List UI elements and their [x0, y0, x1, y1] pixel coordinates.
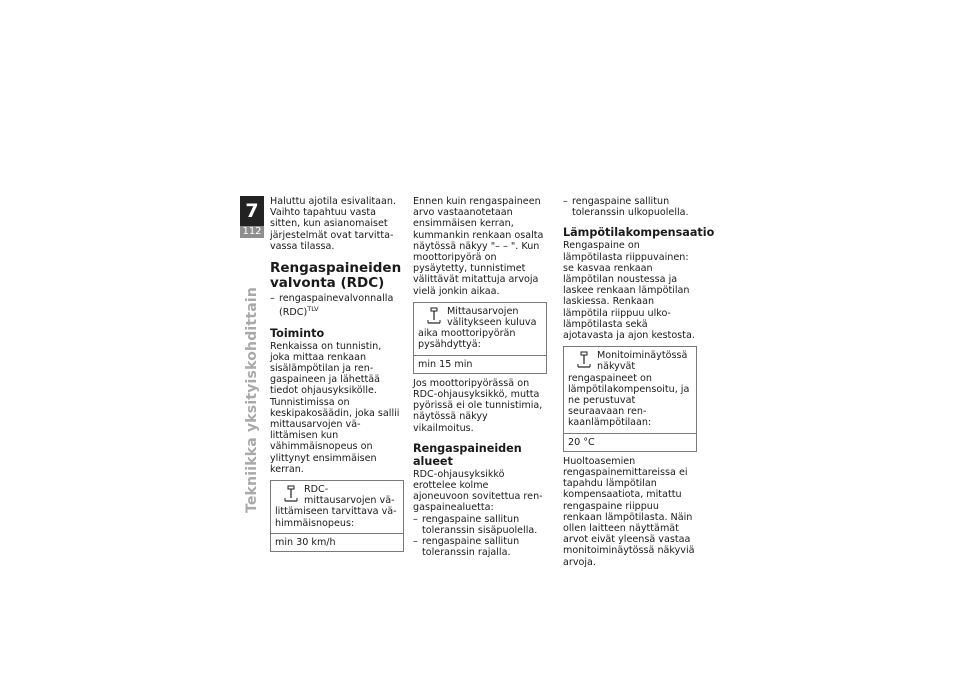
- section-heading-rdc: Rengaspaineiden valvonta (RDC): [270, 260, 402, 292]
- spec-box: [413, 302, 547, 374]
- chapter-number: 7: [240, 196, 264, 226]
- paragraph: Renkaissa on tunnistin, joka mittaa renkaan sisälämpötilan ja rengaspaineen ja lähettää tiedot ohjausyksikölle.: [270, 340, 382, 397]
- spec-value: min 15 min: [414, 355, 546, 373]
- page-number: 112: [240, 226, 264, 238]
- list-item: – rengaspainevalvonnalla (RDC)$^{TLV}$: [270, 293, 394, 319]
- column-1: [270, 196, 404, 556]
- paragraph: Ennen kuin rengaspaineen arvo vastaanotetaan ensimmäisen kerran, kummankin renkaan osalta näytössä näkyy "– – ". Kun moottoripyörä on pysäytetty, tunnistimet välittävät mitattuja arvoja vielä jonkin aikaa.: [413, 196, 544, 297]
- tire-sensor-icon: [281, 485, 301, 503]
- list-item-text: rengaspaine sallitun toleranssin sisäpuolella.: [422, 513, 538, 536]
- list-item: – rengaspaine sallitun toleranssin ulkopuolella.: [563, 196, 697, 218]
- column-2: [413, 196, 547, 558]
- spec-value: min 30 km/h: [271, 533, 403, 551]
- spec-label: RDC-mittausarvojen välittämiseen tarvittava vähimmäisnopeus:: [275, 484, 397, 529]
- section-heading-pressure-ranges: Rengaspaineiden alueet: [413, 441, 522, 468]
- chapter-title: Tekniikka yksityiskohdittain: [244, 286, 260, 514]
- spec-label: Mittausarvojen välitykseen kuluva aika moottoripyörän pysähdyttyä:: [418, 305, 537, 351]
- list-item-text: rengaspainevalvonnalla (RDC): [279, 293, 394, 319]
- paragraph: Rengaspaine on lämpötilasta riippuvainen: se kasvaa renkaan lämpötilan noustessa ja laskee renkaan lämpötilan laskiessa. Renkaan lämpötila riippuu ulkolämpötilasta sekä ajotavasta ja ajon kestosta.: [563, 240, 695, 342]
- chapter-marker: [240, 196, 264, 238]
- spec-box: [563, 346, 697, 452]
- paragraph: Jos moottoripyörässä on RDC-ohjausyksikkö, mutta pyörissä ei ole tunnistimia, näytössä näkyy vikailmoitus.: [413, 377, 543, 434]
- list-item-text: rengaspaine sallitun toleranssin ulkopuolella.: [572, 196, 689, 219]
- section-heading-function: Toiminto: [270, 326, 325, 340]
- paragraph: RDC-ohjausyksikkö erottelee kolme ajoneuvoon sovitettua rengaspainealuetta:: [413, 468, 543, 514]
- paragraph: Tunnistimissa on keskipakosäädin, joka sallii mittausarvojen välittämisen kun vähimmäisnopeus on ylittynyt ensimmäisen kerran.: [270, 396, 400, 475]
- list-item: – rengaspaine sallitun toleranssin rajalla.: [413, 536, 547, 558]
- spec-value: 20 °C: [564, 433, 696, 451]
- intro-paragraph: Haluttu ajotila esivalitaan. Vaihto tapahtuu vasta sitten, kun asianomaiset järjestelmät ovat tarvittavassa tilassa.: [270, 196, 397, 252]
- spec-label: Monitoiminäytössä näkyvät rengaspaineet on lämpötilakompensoitu, ja ne perustuvat seuraavaan renkaanlämpötilaan:: [568, 350, 690, 429]
- spec-box: [270, 480, 404, 552]
- tire-sensor-icon: [574, 351, 594, 369]
- section-heading-temperature: Lämpötilakompensaatio: [563, 226, 715, 240]
- list-item-text: rengaspaine sallitun toleranssin rajalla.: [422, 536, 520, 559]
- column-3: [563, 196, 715, 568]
- tire-sensor-icon: [424, 307, 444, 325]
- list-item: – rengaspaine sallitun toleranssin sisäpuolella.: [413, 514, 547, 536]
- paragraph: Huoltoasemien rengaspainemittareissa ei tapahdu lämpötilan kompensaatiota, mitattu rengaspaine riippuu renkaan lämpötilasta. Näin ollen laitteen näyttämät arvot eivät yleensä vastaa monitoiminäytössä näkyviä arvoja.: [563, 455, 695, 568]
- tlv-superscript: TLV: [307, 305, 319, 314]
